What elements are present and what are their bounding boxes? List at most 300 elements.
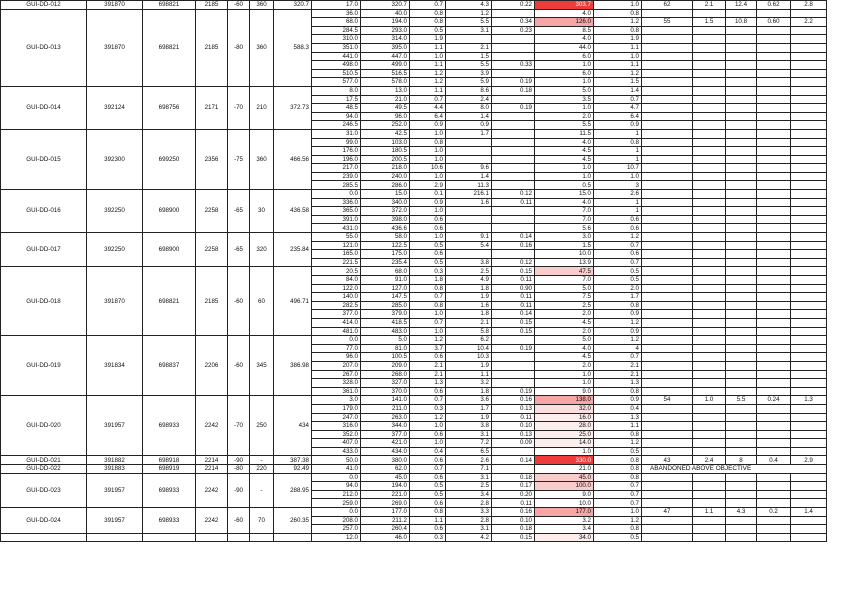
northing: 698837 <box>143 336 196 396</box>
dip: -90 <box>228 473 250 507</box>
value-b: 2.4 <box>446 95 492 104</box>
value-b: 0.9 <box>446 121 492 130</box>
from-depth: 336.0 <box>312 198 361 207</box>
value-a: 1.9 <box>410 35 446 44</box>
dip: -80 <box>228 465 250 474</box>
summary-4 <box>757 172 791 181</box>
northing: 699250 <box>143 129 196 189</box>
value-d: 0.4 <box>594 404 642 413</box>
northing <box>143 533 196 542</box>
interval-width: 4.5 <box>535 353 594 362</box>
azimuth <box>250 533 274 542</box>
summary-3 <box>726 250 757 259</box>
summary-2 <box>693 439 726 448</box>
to-depth: 483.0 <box>361 327 410 336</box>
interval-width: 100.0 <box>535 482 594 491</box>
interval-width: 45.0 <box>535 473 594 482</box>
summary-1 <box>642 241 693 250</box>
to-depth: 421.0 <box>361 439 410 448</box>
summary-3 <box>726 35 757 44</box>
value-c <box>492 465 535 474</box>
hole-id: GUI-DD-020 <box>1 396 87 456</box>
interval-width: 10.0 <box>535 499 594 508</box>
from-depth: 377.0 <box>312 310 361 319</box>
summary-5 <box>791 43 827 52</box>
interval-width: 303.7 <box>535 1 594 10</box>
summary-2: 1.1 <box>693 508 726 517</box>
elevation: 2242 <box>196 508 228 534</box>
summary-1 <box>642 61 693 70</box>
table-row <box>1 9 862 18</box>
to-depth: 147.5 <box>361 293 410 302</box>
value-b: 7.1 <box>446 465 492 474</box>
summary-1 <box>642 327 693 336</box>
summary-3 <box>726 43 757 52</box>
summary-5 <box>791 258 827 267</box>
summary-5 <box>791 190 827 199</box>
summary-4 <box>757 422 791 431</box>
value-a: 0.7 <box>410 465 446 474</box>
value-b: 1.4 <box>446 112 492 121</box>
value-a: 0.3 <box>410 533 446 542</box>
summary-2 <box>693 258 726 267</box>
from-depth: 208.0 <box>312 516 361 525</box>
value-c <box>492 250 535 259</box>
value-d: 1.4 <box>594 86 642 95</box>
summary-4: 0.4 <box>757 456 791 465</box>
value-b: 11.3 <box>446 181 492 190</box>
summary-2 <box>693 172 726 181</box>
azimuth: - <box>250 456 274 465</box>
summary-4 <box>757 293 791 302</box>
value-b: 1.9 <box>446 361 492 370</box>
table-row <box>1 473 862 482</box>
elevation: 2185 <box>196 267 228 336</box>
value-d: 1.2 <box>594 516 642 525</box>
summary-1 <box>642 361 693 370</box>
interval-width: 1.0 <box>535 172 594 181</box>
value-d: 0.8 <box>594 387 642 396</box>
interval-width: 1.5 <box>535 241 594 250</box>
value-b: 5.5 <box>446 61 492 70</box>
from-depth: 121.0 <box>312 241 361 250</box>
summary-2 <box>693 181 726 190</box>
summary-4 <box>757 336 791 345</box>
summary-3 <box>726 138 757 147</box>
summary-1 <box>642 9 693 18</box>
summary-1 <box>642 301 693 310</box>
value-d: 1.0 <box>594 508 642 517</box>
summary-3 <box>726 361 757 370</box>
from-depth: 3.0 <box>312 396 361 405</box>
to-depth: 211.0 <box>361 404 410 413</box>
summary-2 <box>693 207 726 216</box>
table-row <box>1 396 862 405</box>
to-depth: 194.0 <box>361 482 410 491</box>
interval-width: 5.0 <box>535 284 594 293</box>
summary-5 <box>791 439 827 448</box>
table-row <box>1 190 862 199</box>
from-depth: 212.0 <box>312 490 361 499</box>
summary-3: 5.5 <box>726 396 757 405</box>
easting: 391883 <box>87 465 143 474</box>
abandoned-note: ABANDONED ABOVE OBJECTIVE <box>642 465 827 474</box>
value-d: 0.5 <box>594 533 642 542</box>
summary-3 <box>726 413 757 422</box>
from-depth: 96.0 <box>312 353 361 362</box>
value-a: 0.5 <box>410 26 446 35</box>
summary-3 <box>726 404 757 413</box>
summary-1 <box>642 164 693 173</box>
summary-1 <box>642 43 693 52</box>
summary-1 <box>642 284 693 293</box>
easting: 392124 <box>87 86 143 129</box>
value-a: 1.0 <box>410 172 446 181</box>
interval-width: 8.5 <box>535 26 594 35</box>
from-depth: 99.0 <box>312 138 361 147</box>
value-d: 2.1 <box>594 361 642 370</box>
interval-width: 1.0 <box>535 370 594 379</box>
value-a: 0.8 <box>410 18 446 27</box>
summary-4 <box>757 525 791 534</box>
value-c: 0.09 <box>492 439 535 448</box>
northing: 698821 <box>143 9 196 86</box>
from-depth: 196.0 <box>312 155 361 164</box>
summary-5: 1.4 <box>791 508 827 517</box>
value-b <box>446 207 492 216</box>
from-depth: 217.0 <box>312 164 361 173</box>
summary-3 <box>726 181 757 190</box>
summary-2 <box>693 447 726 456</box>
dip: -65 <box>228 190 250 233</box>
summary-4: 0.24 <box>757 396 791 405</box>
value-b: 7.2 <box>446 439 492 448</box>
summary-5 <box>791 370 827 379</box>
interval-width: 9.0 <box>535 387 594 396</box>
value-a: 1.2 <box>410 413 446 422</box>
end-depth: 288.95 <box>274 473 312 507</box>
dip: -70 <box>228 396 250 456</box>
summary-4 <box>757 61 791 70</box>
summary-5 <box>791 69 827 78</box>
value-c: 0.16 <box>492 396 535 405</box>
to-depth: 49.5 <box>361 104 410 113</box>
interval-width: 2.0 <box>535 327 594 336</box>
summary-2 <box>693 344 726 353</box>
azimuth: 345 <box>250 336 274 396</box>
value-c <box>492 138 535 147</box>
interval-width: 25.0 <box>535 430 594 439</box>
summary-2 <box>693 61 726 70</box>
summary-1 <box>642 78 693 87</box>
interval-width: 34.0 <box>535 533 594 542</box>
summary-1 <box>642 379 693 388</box>
value-a: 0.3 <box>410 267 446 276</box>
summary-4 <box>757 267 791 276</box>
value-b: 2.1 <box>446 318 492 327</box>
to-depth: 194.0 <box>361 18 410 27</box>
from-depth: 351.0 <box>312 43 361 52</box>
summary-4 <box>757 198 791 207</box>
azimuth: 360 <box>250 9 274 86</box>
summary-1: 54 <box>642 396 693 405</box>
value-b: 8.0 <box>446 104 492 113</box>
value-d: 0.8 <box>594 473 642 482</box>
from-depth: 176.0 <box>312 147 361 156</box>
value-d: 10.7 <box>594 164 642 173</box>
value-d: 1.1 <box>594 43 642 52</box>
summary-1 <box>642 447 693 456</box>
summary-5 <box>791 95 827 104</box>
summary-2 <box>693 112 726 121</box>
from-depth: 407.0 <box>312 439 361 448</box>
value-d: 0.7 <box>594 258 642 267</box>
summary-1 <box>642 250 693 259</box>
dip: -60 <box>228 1 250 10</box>
value-c: 0.13 <box>492 430 535 439</box>
to-depth: 96.0 <box>361 112 410 121</box>
summary-3 <box>726 121 757 130</box>
value-d: 1.3 <box>594 379 642 388</box>
interval-width: 1.0 <box>535 61 594 70</box>
to-depth: 344.0 <box>361 422 410 431</box>
value-b: 5.8 <box>446 327 492 336</box>
summary-2 <box>693 95 726 104</box>
value-c: 0.17 <box>492 482 535 491</box>
value-c: 0.34 <box>492 18 535 27</box>
azimuth: 30 <box>250 190 274 233</box>
value-d: 0.7 <box>594 95 642 104</box>
value-c: 0.15 <box>492 533 535 542</box>
value-d: 4.7 <box>594 104 642 113</box>
value-d: 0.8 <box>594 456 642 465</box>
value-c: 0.16 <box>492 241 535 250</box>
value-c <box>492 215 535 224</box>
interval-width: 32.0 <box>535 404 594 413</box>
summary-4 <box>757 241 791 250</box>
value-a: 6.4 <box>410 112 446 121</box>
summary-3 <box>726 9 757 18</box>
summary-3 <box>726 95 757 104</box>
dip: -60 <box>228 267 250 336</box>
summary-5 <box>791 482 827 491</box>
summary-2 <box>693 9 726 18</box>
summary-4 <box>757 413 791 422</box>
summary-3 <box>726 516 757 525</box>
summary-4 <box>757 499 791 508</box>
to-depth: 260.4 <box>361 525 410 534</box>
summary-4: 0.2 <box>757 508 791 517</box>
summary-5 <box>791 533 827 542</box>
summary-1 <box>642 190 693 199</box>
value-a: 0.5 <box>410 482 446 491</box>
from-depth: 55.0 <box>312 233 361 242</box>
value-b: 2.8 <box>446 499 492 508</box>
dip: -65 <box>228 233 250 267</box>
value-c <box>492 379 535 388</box>
value-b: 1.7 <box>446 129 492 138</box>
summary-3 <box>726 69 757 78</box>
value-a: 1.0 <box>410 439 446 448</box>
from-depth: 510.5 <box>312 69 361 78</box>
summary-5 <box>791 224 827 233</box>
summary-5 <box>791 276 827 285</box>
summary-4 <box>757 78 791 87</box>
summary-1 <box>642 525 693 534</box>
to-depth: 268.0 <box>361 370 410 379</box>
value-d: 2.1 <box>594 370 642 379</box>
summary-5 <box>791 387 827 396</box>
value-b: 3.9 <box>446 69 492 78</box>
to-depth: 377.0 <box>361 430 410 439</box>
summary-5 <box>791 26 827 35</box>
to-depth: 175.0 <box>361 250 410 259</box>
summary-3 <box>726 198 757 207</box>
from-depth: 361.0 <box>312 387 361 396</box>
summary-5 <box>791 112 827 121</box>
to-depth: 21.0 <box>361 95 410 104</box>
summary-2 <box>693 35 726 44</box>
hole-id: GUI-DD-024 <box>1 508 87 534</box>
summary-1 <box>642 147 693 156</box>
summary-4 <box>757 361 791 370</box>
summary-2 <box>693 336 726 345</box>
summary-2 <box>693 233 726 242</box>
summary-2 <box>693 78 726 87</box>
summary-2 <box>693 430 726 439</box>
end-depth: 434 <box>274 396 312 456</box>
value-a: 0.8 <box>410 284 446 293</box>
summary-1 <box>642 276 693 285</box>
from-depth: 20.5 <box>312 267 361 276</box>
value-d: 0.8 <box>594 9 642 18</box>
from-depth: 221.5 <box>312 258 361 267</box>
interval-width: 6.0 <box>535 69 594 78</box>
value-d: 1.0 <box>594 52 642 61</box>
to-depth: 122.5 <box>361 241 410 250</box>
summary-3 <box>726 310 757 319</box>
from-depth: 207.0 <box>312 361 361 370</box>
value-a: 0.6 <box>410 430 446 439</box>
summary-2 <box>693 164 726 173</box>
summary-3 <box>726 387 757 396</box>
summary-4 <box>757 353 791 362</box>
summary-5: 1.3 <box>791 396 827 405</box>
summary-1 <box>642 104 693 113</box>
value-b: 4.3 <box>446 1 492 10</box>
summary-4 <box>757 439 791 448</box>
to-depth: 314.0 <box>361 35 410 44</box>
summary-1 <box>642 121 693 130</box>
value-a: 0.3 <box>410 404 446 413</box>
summary-1 <box>642 181 693 190</box>
to-depth: 5.0 <box>361 336 410 345</box>
from-depth: 17.5 <box>312 95 361 104</box>
summary-5 <box>791 215 827 224</box>
summary-1 <box>642 155 693 164</box>
value-d: 0.6 <box>594 250 642 259</box>
summary-5 <box>791 35 827 44</box>
summary-5 <box>791 379 827 388</box>
value-c <box>492 52 535 61</box>
dip: -60 <box>228 508 250 534</box>
value-b: 1.8 <box>446 284 492 293</box>
value-a: 0.6 <box>410 215 446 224</box>
from-depth: 31.0 <box>312 129 361 138</box>
value-c: 0.19 <box>492 78 535 87</box>
value-d: 1.7 <box>594 293 642 302</box>
value-a: 1.0 <box>410 327 446 336</box>
summary-3 <box>726 78 757 87</box>
to-depth: 252.0 <box>361 121 410 130</box>
value-b: 3.2 <box>446 379 492 388</box>
value-c: 0.15 <box>492 318 535 327</box>
interval-width: 1.0 <box>535 78 594 87</box>
summary-3 <box>726 104 757 113</box>
summary-4 <box>757 164 791 173</box>
summary-4 <box>757 104 791 113</box>
value-a: 1.1 <box>410 516 446 525</box>
value-c: 0.12 <box>492 258 535 267</box>
value-c: 0.18 <box>492 525 535 534</box>
end-depth: 372.73 <box>274 86 312 129</box>
summary-1 <box>642 353 693 362</box>
summary-2 <box>693 147 726 156</box>
summary-4 <box>757 310 791 319</box>
summary-1 <box>642 413 693 422</box>
value-c <box>492 353 535 362</box>
value-c <box>492 69 535 78</box>
interval-width: 0.5 <box>535 181 594 190</box>
from-depth: 441.0 <box>312 52 361 61</box>
summary-4 <box>757 121 791 130</box>
summary-2 <box>693 121 726 130</box>
summary-3 <box>726 525 757 534</box>
elevation: 2258 <box>196 190 228 233</box>
value-b: 3.3 <box>446 508 492 517</box>
value-b: 1.6 <box>446 301 492 310</box>
summary-4 <box>757 35 791 44</box>
interval-width: 6.0 <box>535 52 594 61</box>
interval-width: 10.0 <box>535 250 594 259</box>
easting: 392250 <box>87 233 143 267</box>
summary-5 <box>791 198 827 207</box>
summary-2 <box>693 190 726 199</box>
summary-4 <box>757 69 791 78</box>
interval-width: 11.5 <box>535 129 594 138</box>
elevation: 2185 <box>196 9 228 86</box>
summary-2 <box>693 26 726 35</box>
value-a: 0.5 <box>410 490 446 499</box>
interval-width: 44.0 <box>535 43 594 52</box>
summary-1 <box>642 52 693 61</box>
value-a: 1.0 <box>410 310 446 319</box>
from-depth: 179.0 <box>312 404 361 413</box>
value-a: 1.0 <box>410 207 446 216</box>
value-d: 0.8 <box>594 465 642 474</box>
summary-4 <box>757 207 791 216</box>
elevation: 2214 <box>196 465 228 474</box>
summary-3 <box>726 61 757 70</box>
from-depth: 246.5 <box>312 121 361 130</box>
value-c: 0.33 <box>492 61 535 70</box>
summary-1 <box>642 430 693 439</box>
summary-2: 1.0 <box>693 396 726 405</box>
value-a: 4.4 <box>410 104 446 113</box>
hole-id: GUI-DD-016 <box>1 190 87 233</box>
value-b: 1.8 <box>446 387 492 396</box>
value-b: 4.2 <box>446 533 492 542</box>
